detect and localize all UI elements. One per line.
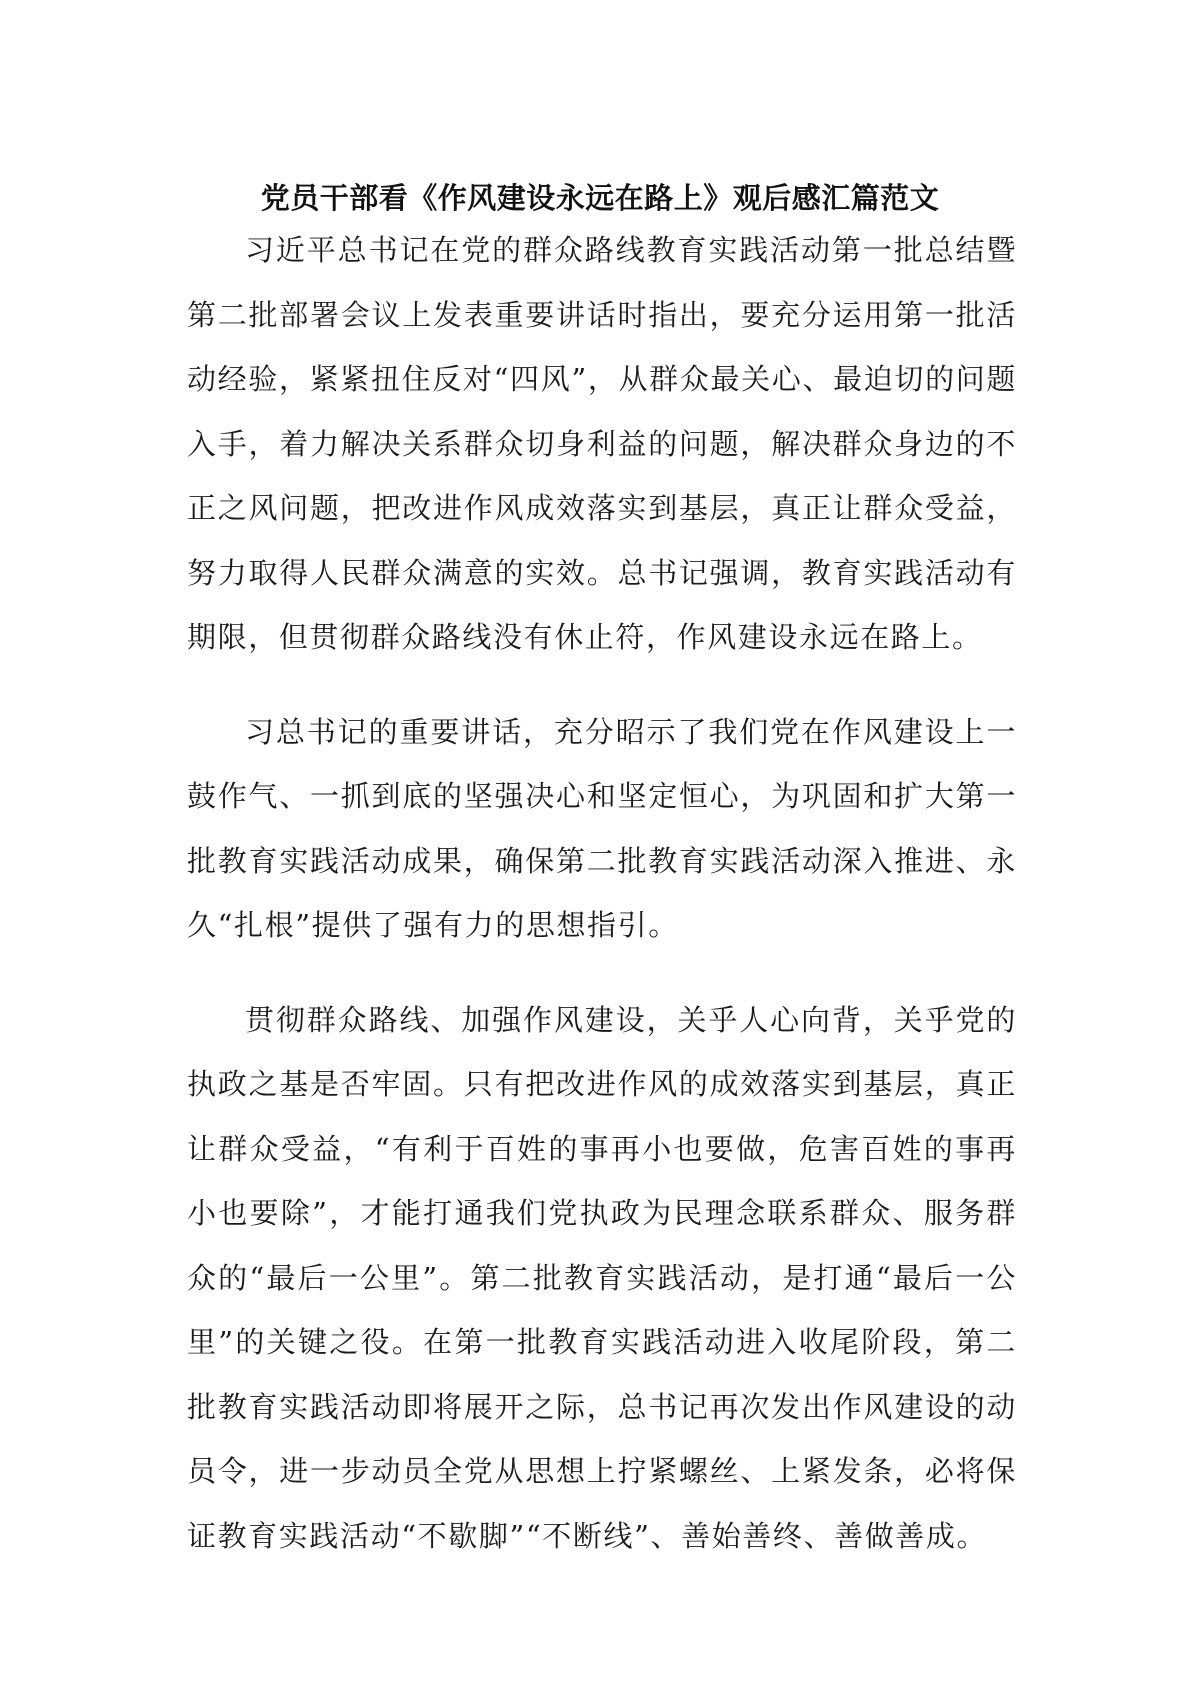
document-title: 党员干部看《作风建设永远在路上》观后感汇篇范文	[260, 181, 940, 215]
paragraph-3: 贯彻群众路线、加强作风建设，关乎人心向背，关乎党的执政之基是否牢固。只有把改进作风的成效落实到基层，真正让群众受益，“有利于百姓的事再小也要做，危害百姓的事再小也要除”，才能打通我们党执政为民理念联系群众、服务群众的“最后一公里”。第二批教育实践活动，是打通“最后一公里”的关键之役。在第一批教育实践活动进入收尾阶段，第二批教育实践活动即将展开之际，总书记再次发出作风建设的动员令，进一步动员全党从思想上拧紧螺丝、上紧发条，必将保证教育实践活动“不歇脚”“不断线”、善始善终、善做善成。	[187, 1002, 1017, 1553]
paragraph-2: 习总书记的重要讲话，充分昭示了我们党在作风建设上一鼓作气、一抓到底的坚强决心和坚定恒心，为巩固和扩大第一批教育实践活动成果，确保第二批教育实践活动深入推进、永久“扎根”提供了强有力的思想指引。	[187, 714, 1017, 942]
document-body	[187, 218, 1017, 1598]
paragraph-1: 习近平总书记在党的群众路线教育实践活动第一批总结暨第二批部署会议上发表重要讲话时指出，要充分运用第一批活动经验，紧紧扭住反对“四风”，从群众最关心、最迫切的问题入手，着力解决关系群众切身利益的问题，解决群众身边的不正之风问题，把改进作风成效落实到基层，真正让群众受益，努力取得人民群众满意的实效。总书记强调，教育实践活动有期限，但贯彻群众路线没有休止符，作风建设永远在路上。	[187, 233, 1017, 654]
